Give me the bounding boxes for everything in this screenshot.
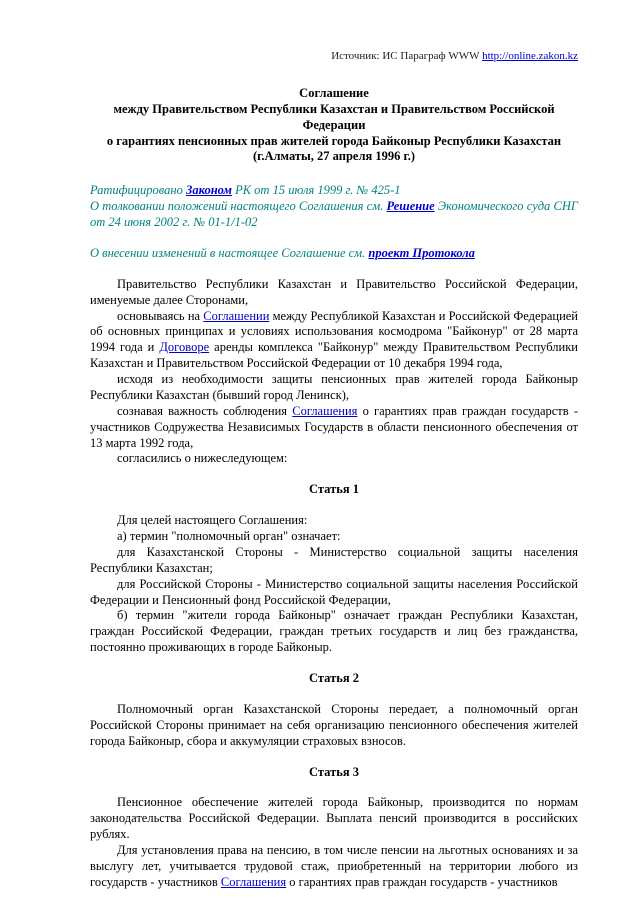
spacer [90, 231, 578, 246]
text-run: Пенсионное обеспечение жителей города Байконыр, производится по нормам законодательства Российской Федерации. Выплата пенсий производится в российских рублях. [90, 795, 578, 842]
text-run: О внесении изменений в настоящее Соглашение см. [90, 245, 369, 260]
source-line [90, 50, 578, 64]
text-run: Правительство Республики Казахстан и Правительство Российской Федерации, именуемые далее Сторонами, [90, 276, 578, 307]
text-run: для Казахстанской Стороны - Министерство социальной защиты населения Республики Казахстан; [90, 544, 578, 575]
text-run: Для целей настоящего Соглашения: [117, 513, 308, 528]
article-heading [90, 765, 578, 781]
inline-link[interactable]: Соглашении [203, 308, 270, 323]
text-run: О толковании положений настоящего Соглашения см. [90, 199, 387, 214]
text-run: согласились о нижеследующем: [117, 451, 288, 466]
title-line: (г.Алматы, 27 апреля 1996 г.) [252, 149, 416, 164]
inline-link[interactable]: Решение [386, 199, 435, 214]
paragraph [90, 545, 578, 577]
editorial-note [90, 183, 578, 199]
text-run: для Российской Стороны - Министерство социальной защиты населения Российской Федерации и Пенсионный фонд Российской Федерации, [90, 576, 578, 607]
text-run: а) термин "полномочный орган" означает: [117, 529, 341, 544]
document-title [90, 86, 578, 165]
editorial-note [90, 246, 578, 262]
title-line: Соглашение [299, 85, 369, 100]
text-run: о гарантиях прав граждан государств - участников Содружества Независимых Государств в области пенсионного обеспечения от 13 марта 1992 года, [90, 403, 578, 450]
paragraph [90, 277, 578, 309]
text-run: Статья 3 [309, 764, 359, 779]
text-run: о гарантиях прав граждан государств - участников [286, 874, 558, 889]
paragraph [90, 404, 578, 452]
paragraph [90, 843, 578, 891]
article-heading [90, 482, 578, 498]
paragraph [90, 372, 578, 404]
text-run: Полномочный орган Казахстанской Стороны передает, а полномочный орган Российской Стороны принимает на себя организацию пенсионного обеспечения жителей города Байконыр, сбора и аккумуляции страховых взносов. [90, 701, 578, 748]
document-body [90, 183, 578, 890]
article-heading [90, 671, 578, 687]
paragraph [90, 513, 578, 529]
inline-link[interactable]: Соглашения [220, 874, 287, 889]
text-run: аренды комплекса "Байконур" между Правительством Республики Казахстан и Правительством Российской Федерации от 10 декабря 1994 года, [90, 340, 578, 371]
paragraph [90, 608, 578, 656]
paragraph [90, 795, 578, 843]
inline-link[interactable]: Соглашения [292, 403, 358, 418]
text-run: РК от 15 июля 1999 г. № 425-1 [231, 183, 401, 198]
text-run: Статья 2 [309, 671, 359, 686]
inline-link[interactable]: Законом [185, 183, 232, 198]
text-run: б) термин "жители города Байконыр" означает граждан Республики Казахстан, граждан Российской Федерации, граждан третьих государств и лиц без гражданства, постоянно проживающих в городе Байконыр. [90, 608, 578, 655]
text-run: основываясь на [117, 308, 204, 323]
paragraph [90, 529, 578, 545]
source-url-link[interactable]: http://online.zakon.kz [482, 50, 578, 62]
text-run: Статья 1 [309, 482, 359, 497]
paragraph [90, 309, 578, 373]
text-run: Ратифицировано [90, 183, 186, 198]
title-line: между Правительством Республики Казахстан и Правительством Российской Федерации [113, 101, 555, 132]
paragraph [90, 702, 578, 750]
text-run: Для установления права на пенсию, в том числе пенсии на льготных основаниях и за выслугу лет, учитывается трудовой стаж, приобретенный на территории любого из государств - участников [90, 843, 578, 889]
text-run: Экономического суда СНГ от 24 июня 2002 г. № 01-1/1-02 [90, 199, 578, 230]
paragraph [90, 577, 578, 609]
inline-link[interactable]: проект Протокола [368, 245, 475, 260]
text-run: сознавая важность соблюдения [117, 403, 293, 418]
title-line: о гарантиях пенсионных прав жителей города Байконыр Республики Казахстан [106, 133, 562, 148]
inline-link[interactable]: Договоре [159, 340, 210, 355]
text-run: между Республикой Казахстан и Российской Федерацией об основных принципах и условиях использования космодрома "Байконур" от 28 марта 1994 года и [90, 308, 578, 355]
spacer [90, 262, 578, 277]
paragraph [90, 451, 578, 467]
source-label: Источник: ИС Параграф WWW [331, 50, 483, 62]
editorial-note [90, 199, 578, 231]
text-run: исходя из необходимости защиты пенсионных прав жителей города Байконыр Республики Казахстан (бывший город Ленинск), [90, 372, 578, 402]
